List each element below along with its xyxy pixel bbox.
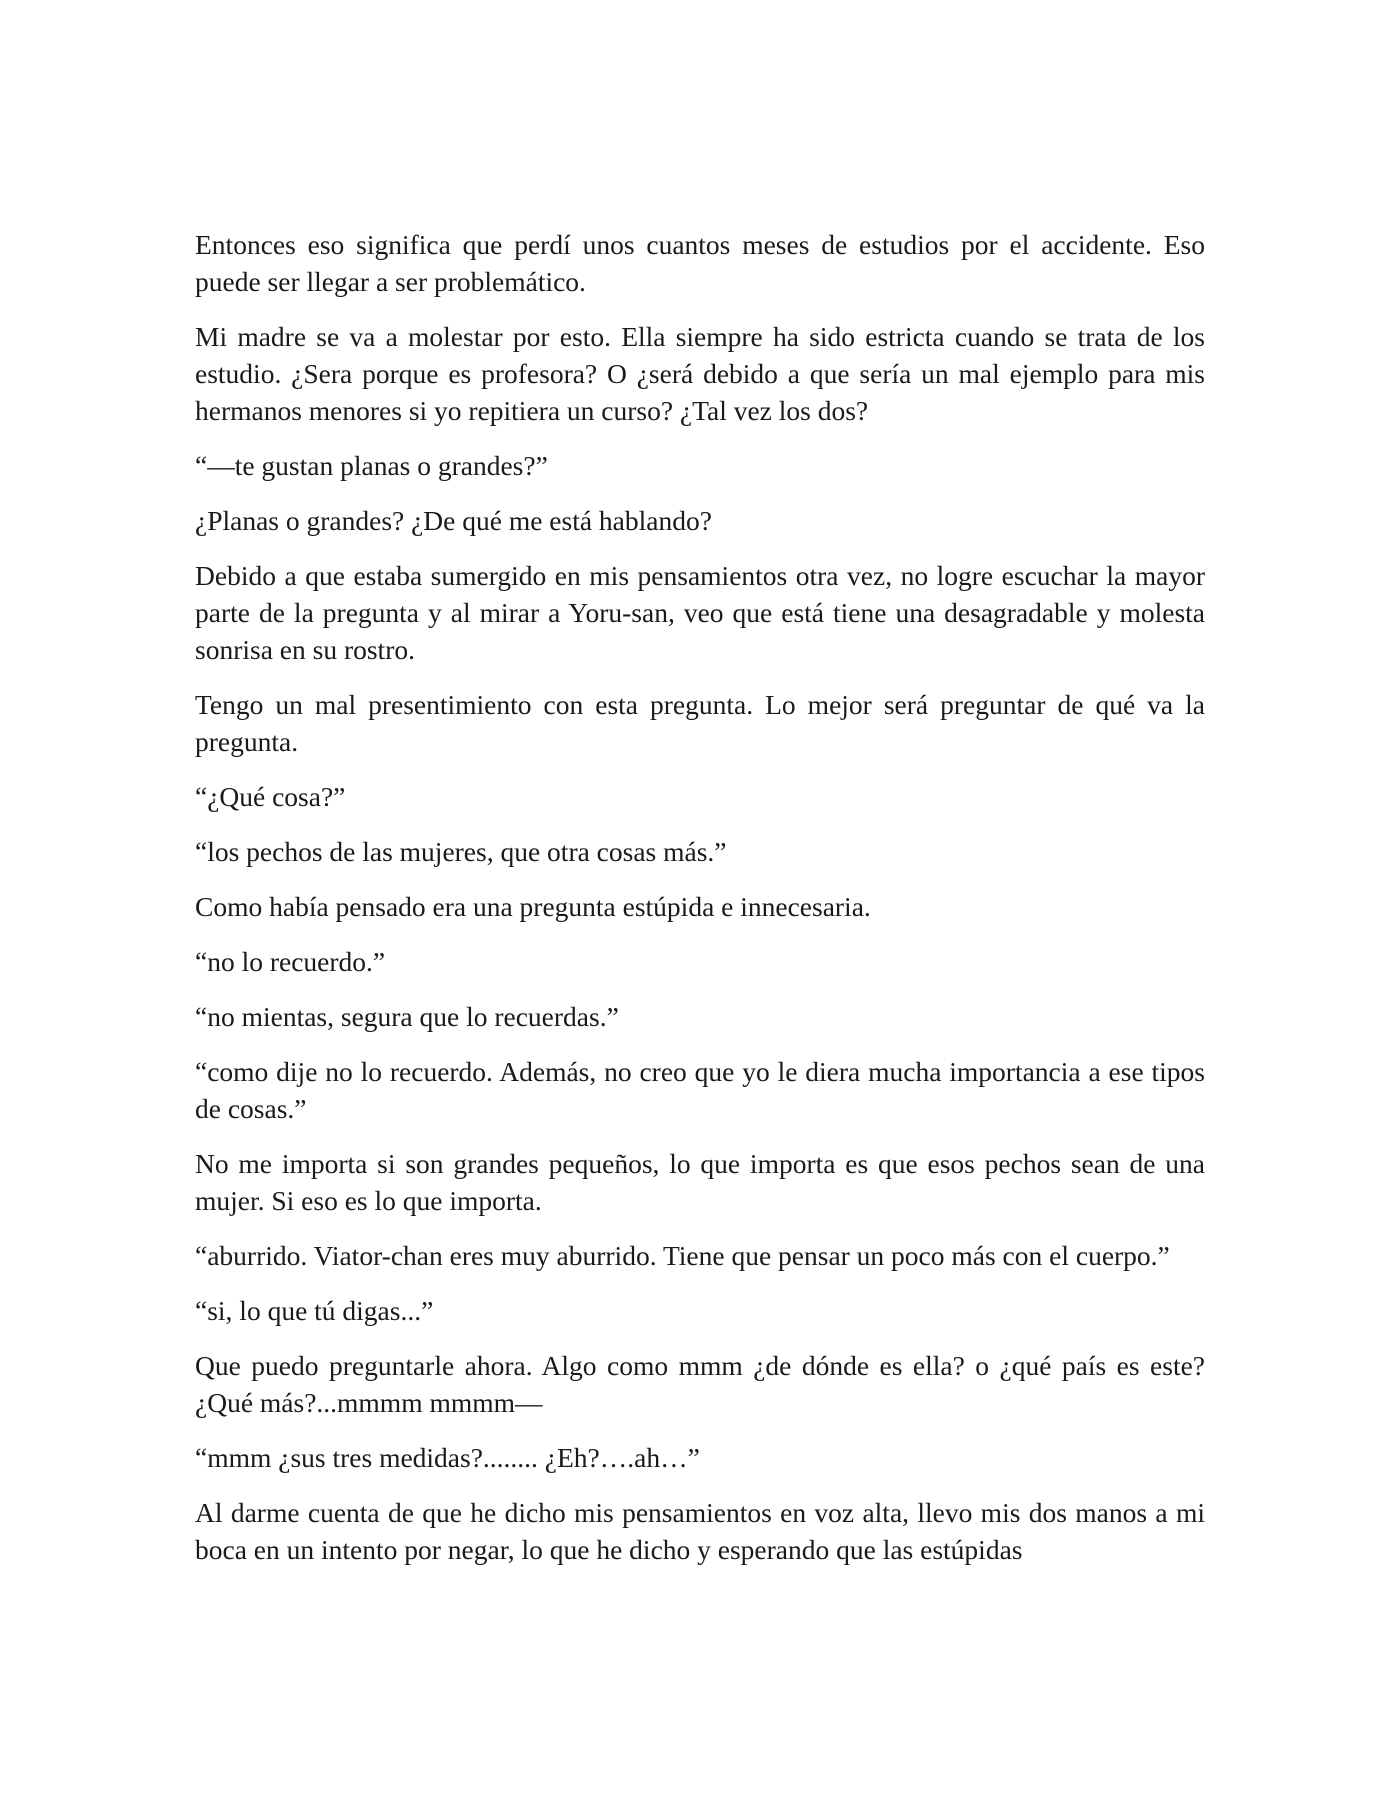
paragraph: “aburrido. Viator-chan eres muy aburrido. Tiene que pensar un poco más con el cuerpo.” [195,1240,1170,1271]
paragraph: “los pechos de las mujeres, que otra cosas más.” [195,836,727,867]
paragraph: “mmm ¿sus tres medidas?........ ¿Eh?….ah…” [195,1442,700,1473]
paragraph: Entonces eso significa que perdí unos cuantos meses de estudios por el accidente. Eso puede ser llegar a ser problemático. [195,229,1205,297]
document-page [195,226,1205,1586]
paragraph: Como había pensado era una pregunta estúpida e innecesaria. [195,891,871,922]
paragraph: “como dije no lo recuerdo. Además, no creo que yo le diera mucha importancia a ese tipos de cosas.” [195,1056,1205,1124]
paragraph: Que puedo preguntarle ahora. Algo como mmm ¿de dónde es ella? o ¿qué país es este? ¿Qué más?...mmmm mmmm— [195,1350,1205,1418]
paragraph: Mi madre se va a molestar por esto. Ella siempre ha sido estricta cuando se trata de los estudio. ¿Sera porque es profesora? O ¿será debido a que sería un mal ejemplo para mis hermanos menores si yo repitiera un curso? ¿Tal vez los dos? [195,321,1205,426]
paragraph: “no lo recuerdo.” [195,946,386,977]
paragraph: “si, lo que tú digas...” [195,1295,434,1326]
paragraph: Tengo un mal presentimiento con esta pregunta. Lo mejor será preguntar de qué va la pregunta. [195,689,1205,757]
paragraph: “—te gustan planas o grandes?” [195,450,548,481]
paragraph: Debido a que estaba sumergido en mis pensamientos otra vez, no logre escuchar la mayor parte de la pregunta y al mirar a Yoru-san, veo que está tiene una desagradable y molesta sonrisa en su rostro. [195,560,1205,665]
paragraph: ¿Planas o grandes? ¿De qué me está hablando? [195,505,712,536]
paragraph: “¿Qué cosa?” [195,781,346,812]
paragraph: “no mientas, segura que lo recuerdas.” [195,1001,619,1032]
paragraph: Al darme cuenta de que he dicho mis pensamientos en voz alta, llevo mis dos manos a mi boca en un intento por negar, lo que he dicho y esperando que las estúpidas [195,1497,1205,1565]
paragraph: No me importa si son grandes pequeños, lo que importa es que esos pechos sean de una mujer. Si eso es lo que importa. [195,1148,1205,1216]
